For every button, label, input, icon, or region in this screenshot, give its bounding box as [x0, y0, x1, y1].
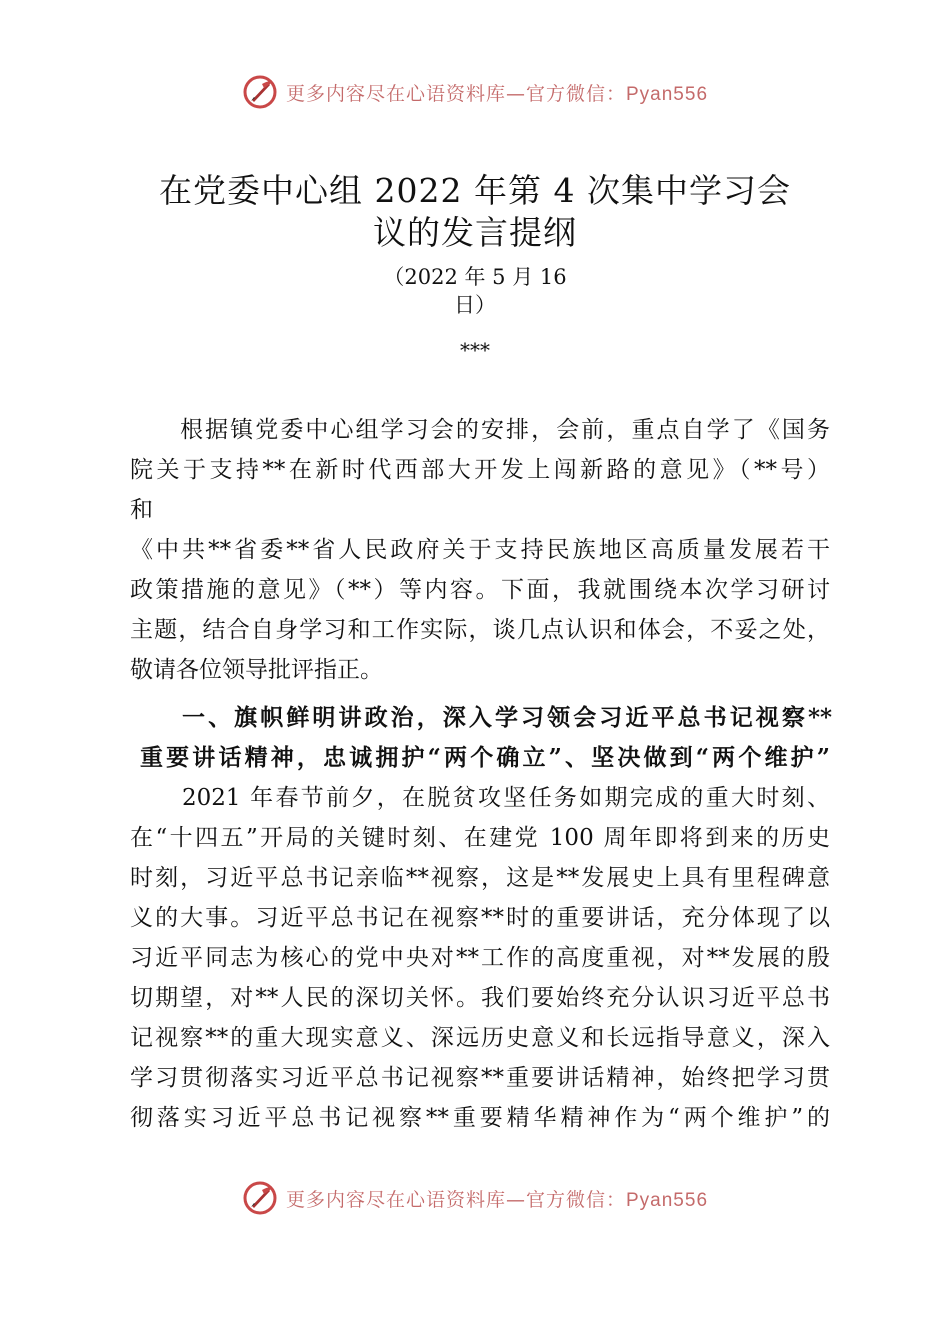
- paragraph-line: 在“十四五”开局的关键时刻、在建党 100 周年即将到来的历史: [130, 825, 830, 851]
- doc-date-line-2: 日）: [454, 293, 496, 317]
- paragraph-line: 习近平同志为核心的党中央对**工作的高度重视，对**发展的殷: [130, 945, 830, 971]
- paragraph-line: 义的大事。习近平总书记在视察**时的重要讲话，充分体现了以: [130, 905, 830, 931]
- banner-text: 更多内容尽在心语资料库—官方微信：Pyan556: [285, 1188, 709, 1211]
- paragraph-line: 和: [130, 497, 153, 523]
- quill-logo-icon: [242, 1180, 278, 1216]
- doc-date-line-1: （2022 年 5 月 16: [383, 265, 567, 289]
- paragraph-line: 政策措施的意见》（**）等内容。下面，我就围绕本次学习研讨: [130, 577, 830, 603]
- section-heading-line: 一、旗帜鲜明讲政治，深入学习领会习近平总书记视察**: [182, 704, 832, 731]
- paragraph-line: 主题，结合自身学习和工作实际，谈几点认识和体会，不妥之处，: [130, 617, 830, 643]
- paragraph-line: 记视察**的重大现实意义、深远历史意义和长远指导意义，深入: [130, 1025, 830, 1051]
- footer-banner: [0, 1178, 950, 1218]
- paragraph-line: 2021 年春节前夕，在脱贫攻坚任务如期完成的重大时刻、: [182, 785, 830, 811]
- author-placeholder: ***: [460, 338, 490, 362]
- doc-title-line-2: 议的发言提纲: [373, 213, 577, 252]
- paragraph-line: 学习贯彻落实习近平总书记视察**重要讲话精神，始终把学习贯: [130, 1065, 830, 1091]
- quill-logo-icon: [242, 74, 278, 110]
- wechat-id: Pyan556: [626, 1189, 709, 1211]
- wechat-id: Pyan556: [626, 83, 709, 105]
- paragraph-line: 敬请各位领导批评指正。: [130, 657, 383, 683]
- doc-title-line-1: 在党委中心组 2022 年第 4 次集中学习会: [159, 171, 791, 210]
- paragraph-line: 院关于支持**在新时代西部大开发上闯新路的意见》（**号）: [130, 457, 830, 483]
- section-heading-line: 重要讲话精神，忠诚拥护“两个确立”、坚决做到“两个维护”: [140, 744, 830, 771]
- paragraph-line: 《中共**省委**省人民政府关于支持民族地区高质量发展若干: [130, 537, 830, 563]
- paragraph-line: 时刻，习近平总书记亲临**视察，这是**发展史上具有里程碑意: [130, 865, 830, 891]
- paragraph-line: 切期望，对**人民的深切关怀。我们要始终充分认识习近平总书: [130, 985, 830, 1011]
- paragraph-line: 彻落实习近平总书记视察**重要精华精神作为“两个维护”的: [130, 1105, 830, 1131]
- paragraph-line: 根据镇党委中心组学习会的安排，会前，重点自学了《国务: [180, 417, 830, 443]
- banner-text: 更多内容尽在心语资料库—官方微信：Pyan556: [285, 82, 709, 105]
- header-banner: [0, 72, 950, 112]
